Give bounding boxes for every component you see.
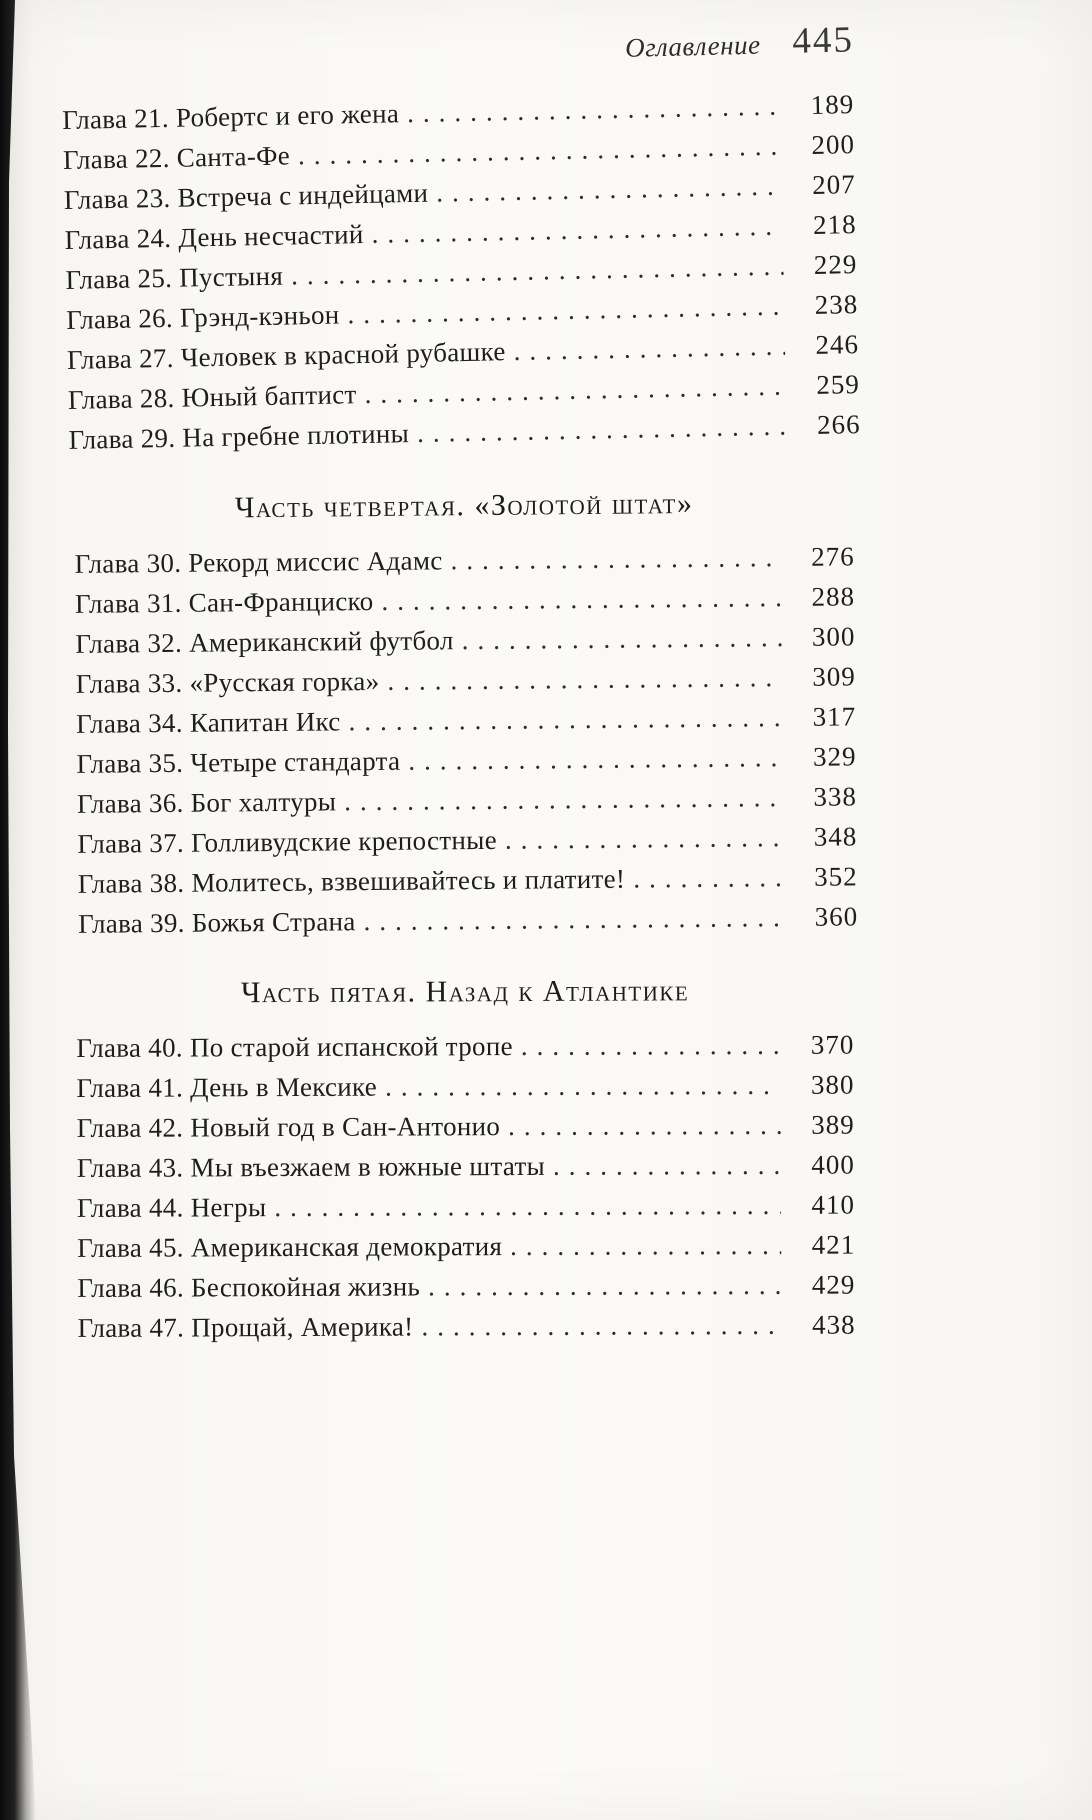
dot-leader (428, 1270, 781, 1303)
chapter-page-number: 200 (811, 129, 856, 160)
dot-leader (508, 1110, 781, 1142)
chapter-title: Глава 23. Встреча с индейцами (63, 177, 429, 215)
toc-entry (77, 1190, 855, 1233)
dot-leader (408, 742, 783, 777)
toc-entry (76, 1070, 854, 1113)
toc-section (62, 974, 856, 1353)
chapter-title: Глава 46. Беспокойная жизнь (77, 1271, 421, 1303)
page-header (62, 18, 855, 80)
chapter-title: Глава 28. Юный баптист (67, 379, 357, 415)
section-heading: Часть четвертая. «Золотой штат» (234, 486, 694, 525)
chapter-page-number: 276 (811, 541, 855, 572)
chapter-page-number: 329 (812, 741, 857, 772)
dot-leader (513, 331, 785, 367)
chapter-page-number: 421 (811, 1229, 856, 1260)
dot-leader (633, 862, 784, 894)
toc-entry (78, 901, 858, 948)
chapter-page-number: 380 (810, 1069, 855, 1100)
dot-leader (387, 662, 782, 697)
chapter-page-number: 389 (811, 1109, 855, 1140)
chapter-title: Глава 26. Грэнд-кэньон (66, 299, 340, 335)
chapter-page-number: 207 (811, 169, 857, 200)
chapter-title: Глава 25. Пустыня (65, 260, 284, 295)
dot-leader (363, 902, 784, 937)
chapter-page-number: 259 (815, 369, 861, 400)
chapter-page-number: 189 (810, 89, 855, 120)
chapter-title: Глава 34. Капитан Икс (76, 706, 341, 739)
chapter-page-number: 400 (811, 1149, 855, 1180)
dot-leader (436, 171, 782, 209)
chapter-title: Глава 36. Бог халтуры (76, 786, 337, 819)
running-title: Оглавление (624, 29, 761, 63)
toc-section (62, 485, 858, 949)
chapter-page-number: 338 (813, 781, 858, 812)
chapter-title: Глава 29. На гребне плотины (68, 418, 410, 455)
chapter-title: Глава 39. Божья Страна (77, 906, 356, 939)
chapter-page-number: 246 (815, 329, 860, 360)
dot-leader (462, 622, 782, 656)
chapter-title: Глава 45. Американская демократия (77, 1231, 503, 1263)
section-heading: Часть пятая. Назад к Атлантике (240, 974, 690, 1010)
chapter-title: Глава 24. День несчастий (64, 218, 364, 255)
chapter-title: Глава 38. Молитесь, взвешивайтесь и платите! (77, 863, 626, 899)
chapter-title: Глава 27. Человек в красной рубашке (66, 336, 506, 375)
dot-leader (274, 1190, 781, 1223)
chapter-title: Глава 30. Рекорд миссис Адамс (74, 545, 443, 579)
toc-entry (76, 1030, 854, 1073)
chapter-title: Глава 43. Мы въезжаем в южные штаты (76, 1150, 546, 1183)
dot-leader (450, 542, 780, 576)
page-content (62, 19, 861, 1353)
toc-entry (77, 1110, 855, 1153)
dot-leader (510, 1230, 781, 1262)
chapter-page-number: 218 (812, 209, 857, 240)
chapter-title: Глава 42. Новый год в Сан-Антонио (76, 1111, 501, 1143)
toc-section (62, 89, 861, 465)
chapter-page-number: 288 (811, 581, 856, 612)
toc-entry (77, 1310, 855, 1353)
chapter-page-number: 266 (816, 409, 861, 440)
chapter-title: Глава 47. Прощай, Америка! (77, 1311, 414, 1343)
chapter-page-number: 352 (814, 861, 858, 892)
dot-leader (521, 1030, 781, 1062)
dot-leader (348, 702, 782, 737)
page-number: 445 (791, 19, 855, 62)
chapter-title: Глава 41. День в Мексике (76, 1071, 378, 1103)
chapter-title: Глава 44. Негры (76, 1192, 267, 1223)
chapter-page-number: 317 (812, 701, 857, 732)
chapter-title: Глава 33. «Русская горка» (75, 665, 380, 699)
toc-entry (77, 1270, 855, 1313)
dot-leader (417, 411, 787, 449)
chapter-title: Глава 32. Американский футбол (75, 625, 454, 659)
chapter-title: Глава 40. По старой испанской тропе (76, 1031, 513, 1063)
chapter-page-number: 438 (811, 1309, 856, 1340)
table-of-contents (62, 89, 861, 1353)
chapter-title: Глава 31. Сан-Франциско (74, 586, 374, 619)
chapter-title: Глава 22. Санта-Фе (62, 140, 291, 175)
dot-leader (553, 1150, 781, 1182)
chapter-page-number: 229 (813, 249, 858, 280)
chapter-page-number: 309 (812, 661, 856, 692)
dot-leader (381, 582, 781, 617)
toc-entry (77, 1230, 855, 1273)
chapter-page-number: 238 (814, 289, 859, 320)
chapter-page-number: 410 (811, 1189, 856, 1220)
chapter-page-number: 429 (811, 1269, 856, 1300)
dot-leader (385, 1070, 781, 1103)
dot-leader (407, 91, 781, 129)
dot-leader (421, 1310, 781, 1343)
chapter-title: Глава 35. Четыре стандарта (76, 745, 401, 779)
chapter-title: Глава 37. Голливудские крепостные (77, 824, 498, 859)
chapter-title: Глава 21. Робертс и его жена (62, 98, 400, 135)
chapter-page-number: 360 (814, 901, 859, 932)
dot-leader (344, 782, 783, 817)
dot-leader (505, 822, 784, 856)
chapter-page-number: 300 (811, 621, 856, 652)
chapter-page-number: 348 (813, 821, 858, 852)
chapter-page-number: 370 (810, 1029, 855, 1060)
book-gutter-shadow (0, 0, 36, 1820)
toc-entry (77, 1150, 855, 1193)
